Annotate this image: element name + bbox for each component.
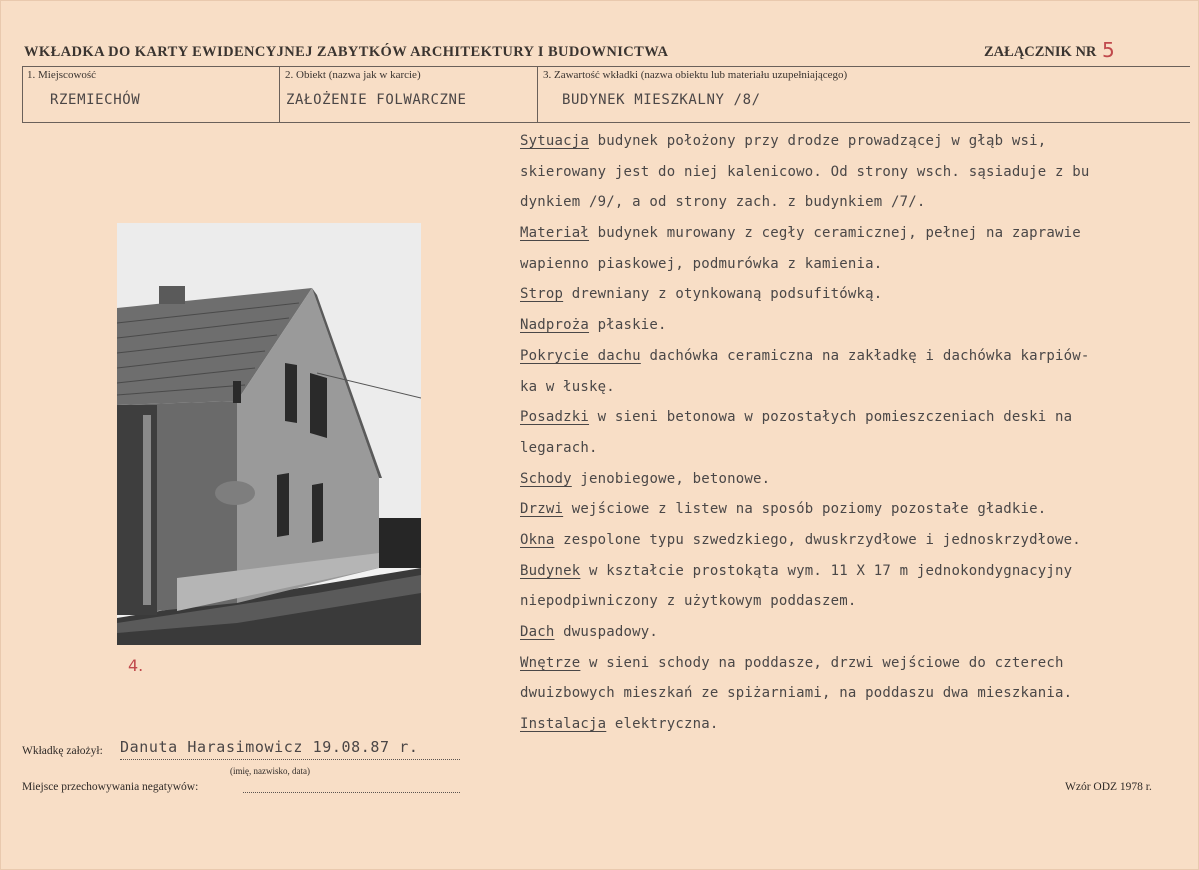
object-value: ZAŁOŻENIE FOLWARCZNE [286,92,467,108]
description-value: jenobiegowe, betonowe. [571,470,771,487]
description-line [520,157,1190,188]
description-line [520,218,1190,249]
description-value: elektryczna. [606,716,719,733]
description-value: skierowany jest do niej kalenicowo. Od strony wsch. sąsiaduje z bu [520,163,1090,180]
house-illustration [117,223,421,645]
description-value: legarach. [520,439,598,456]
description-line [520,372,1190,403]
description-key: Wnętrze [520,654,581,671]
description-line [520,678,1190,709]
description-line [520,464,1190,495]
description-line [520,279,1190,310]
description-key: Strop [520,286,564,303]
author-value: Danuta Harasimowicz 19.08.87 r. [120,738,419,756]
description-value: ka w łuskę. [520,378,615,395]
description-key: Materiał [520,225,590,242]
form-label: Wzór ODZ 1978 r. [1065,781,1152,793]
negatives-dotted-line [243,792,460,793]
divider-left [22,66,23,122]
description-key: Pokrycie dachu [520,347,641,364]
description-value: drewniany z otynkowaną podsufitówką. [563,286,883,303]
description-line [520,433,1190,464]
description-line [520,586,1190,617]
description-key: Drzwi [520,501,564,518]
description-value: w sieni schody na poddasze, drzwi wejściowe do czterech [580,654,1064,671]
description-line [520,249,1190,280]
attachment-number: 5 [1102,38,1115,62]
description-line [520,648,1190,679]
building-photo [117,223,421,645]
description-key: Okna [520,531,555,548]
card-title: WKŁADKA DO KARTY EWIDENCYJNEJ ZABYTKÓW ARCHITEKTURY I BUDOWNICTWA [24,44,669,60]
description-line [520,187,1190,218]
description-line [520,126,1190,157]
description-value: w sieni betonowa w pozostałych pomieszczeniach deski na [589,409,1073,426]
description-value: dwuizbowych mieszkań ze spiżarniami, na poddaszu dwa mieszkania. [520,685,1073,702]
object-label: 2. Obiekt (nazwa jak w karcie) [285,69,421,81]
divider-top [22,66,1190,67]
description-value: niepodpiwniczony z użytkowym poddaszem. [520,593,857,610]
description-line [520,310,1190,341]
description-value: wapienno piaskowej, podmurówka z kamienia. [520,255,883,272]
description-key: Schody [520,470,572,487]
locality-label: 1. Miejscowość [27,69,97,81]
author-label: Wkładkę założył: [22,745,103,757]
divider-fields [22,122,1190,123]
author-hint: (imię, nazwisko, data) [230,766,310,776]
description-value: w kształcie prostokąta wym. 11 X 17 m jednokondygnacyjny [580,562,1073,579]
description-key: Nadproża [520,317,590,334]
description-key: Instalacja [520,716,607,733]
description-value: zespolone typu szwedzkiego, dwuskrzydłowe i jednoskrzydłowe. [554,531,1081,548]
description-line [520,709,1190,740]
description-key: Posadzki [520,409,590,426]
description-line [520,494,1190,525]
description-line [520,525,1190,556]
description-text [520,126,1190,740]
description-line [520,341,1190,372]
description-value: dwuspadowy. [554,624,659,640]
negatives-label: Miejsce przechowywania negatywów: [22,781,199,793]
description-key: Sytuacja [520,133,590,149]
author-dotted-line [120,759,460,760]
photo-number: 4. [128,656,144,675]
content-value: BUDYNEK MIESZKALNY /8/ [562,92,761,108]
description-line [520,556,1190,587]
locality-value: RZEMIECHÓW [50,92,141,108]
divider-col1 [279,66,280,122]
description-value: płaskie. [589,317,667,334]
description-value: dynkiem /9/, a od strony zach. z budynkiem /7/. [520,194,926,211]
divider-col2 [537,66,538,122]
description-key: Dach [520,624,555,640]
description-value: wejściowe z listew na sposób poziomy pozostałe gładkie. [563,501,1047,518]
description-line [520,617,1190,648]
description-value: budynek położony przy drodze prowadzącej w głąb wsi, [589,133,1047,149]
description-key: Budynek [520,562,581,579]
description-line [520,402,1190,433]
attachment-label: ZAŁĄCZNIK NR [984,44,1097,60]
description-value: dachówka ceramiczna na zakładkę i dachówka karpiów- [640,347,1090,364]
content-label: 3. Zawartość wkładki (nazwa obiektu lub materiału uzupełniającego) [543,69,848,81]
description-value: budynek murowany z cegły ceramicznej, pełnej na zaprawie [589,225,1081,242]
